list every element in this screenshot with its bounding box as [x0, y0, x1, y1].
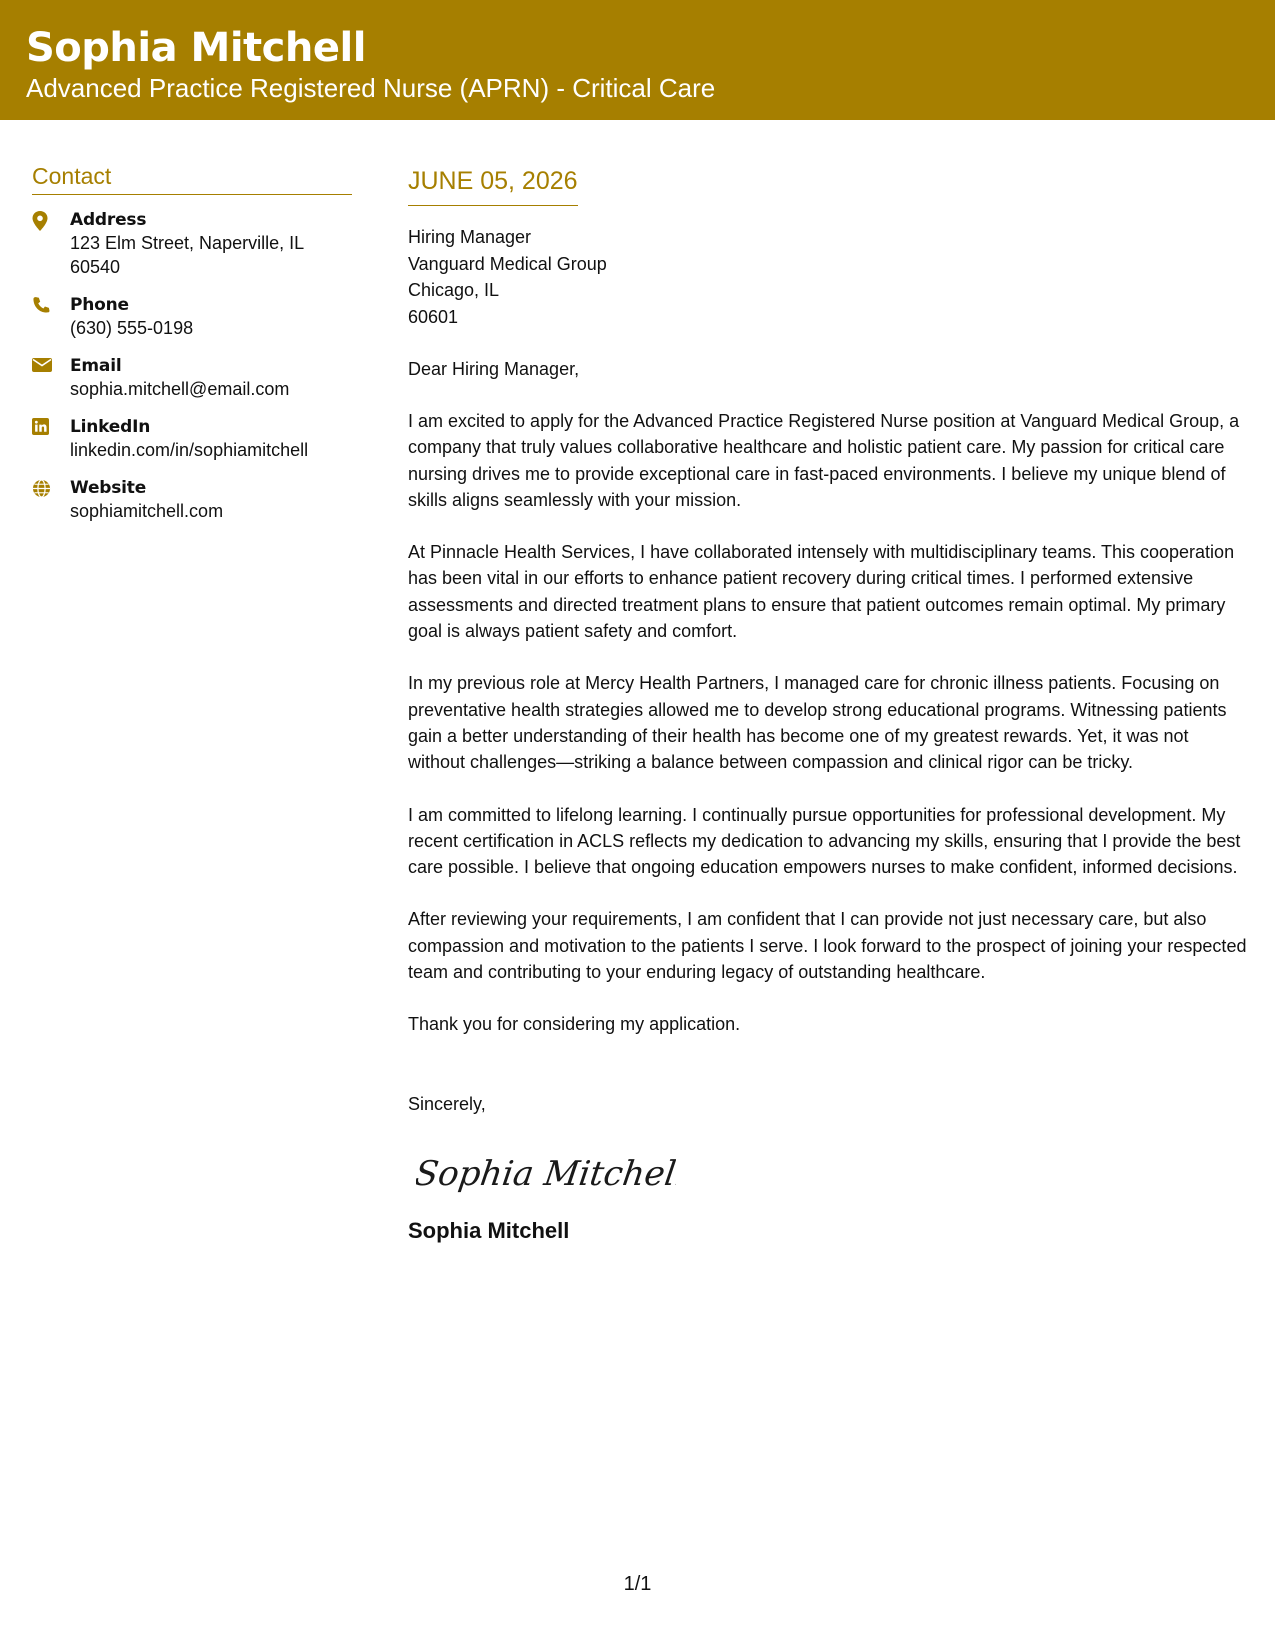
contact-value-linkedin[interactable]: linkedin.com/in/sophiamitchell [70, 440, 309, 460]
header-banner [0, 0, 1275, 120]
contact-list [32, 209, 352, 523]
letter-date: JUNE 05, 2026 [408, 165, 578, 206]
letter-paragraph: I am committed to lifelong learning. I continually pursue opportunities for professional development. My recent certification in ACLS reflects my dedication to advancing my skills, ensuring that I provide the best care possible. I believe that ongoing education empowers nurses to make confident, informed decisions. [408, 804, 1241, 878]
globe-icon [32, 477, 70, 498]
recipient-block [408, 224, 1248, 330]
applicant-name: Sophia Mitchell [26, 25, 366, 71]
recipient-line: Chicago, IL [408, 280, 500, 300]
contact-item-website [32, 477, 352, 523]
recipient-line: Vanguard Medical Group [408, 253, 607, 274]
letter-body [408, 165, 1248, 1245]
letter-paragraph: Thank you for considering my application. [408, 1014, 741, 1035]
contact-heading: Contact [32, 162, 352, 195]
contact-label: LinkedIn [70, 417, 151, 437]
contact-label: Phone [70, 295, 129, 315]
recipient-line: 60601 [408, 306, 459, 327]
contact-value-phone: (630) 555-0198 [70, 318, 194, 338]
envelope-icon [32, 355, 70, 373]
handwritten-signature [416, 1139, 1248, 1209]
letter-paragraph: In my previous role at Mercy Health Partners, I managed care for chronic illness patients. Focusing on preventative health strategies allowed me to develop strong educational programs. Witnessing patients gain a better understanding of their health has become one of my greatest rewards. Yet, it was not without challenges—striking a balance between compassion and clinical rigor can be tricky. [408, 673, 1227, 773]
contact-value-website[interactable]: sophiamitchell.com [70, 501, 224, 521]
contact-sidebar [32, 162, 352, 538]
contact-value-address: 123 Elm Street, Naperville, IL 60540 [70, 233, 304, 277]
page-number: 1/1 [623, 1573, 652, 1595]
contact-item-email [32, 355, 352, 401]
recipient-line: Hiring Manager [408, 227, 532, 247]
contact-item-phone [32, 294, 352, 340]
applicant-title: Advanced Practice Registered Nurse (APRN) - Critical Care [26, 73, 716, 103]
svg-text:Sophia Mitchell: Sophia Mitchell [416, 1153, 676, 1194]
contact-label: Email [70, 356, 122, 376]
map-pin-icon [32, 209, 70, 231]
letter-paragraph: At Pinnacle Health Services, I have collaborated intensely with multidisciplinary teams. This cooperation has been vital in our efforts to enhance patient recovery during critical times. I performed extensive assessments and directed treatment plans to ensure that patient outcomes remain optimal. My primary goal is always patient safety and comfort. [408, 542, 1235, 642]
contact-value-email[interactable]: sophia.mitchell@email.com [70, 379, 290, 399]
contact-label: Website [70, 478, 147, 498]
linkedin-icon [32, 416, 70, 435]
contact-label: Address [70, 210, 147, 230]
contact-item-address [32, 209, 352, 279]
letter-closing: Sincerely, [408, 1093, 486, 1114]
contact-item-linkedin [32, 416, 352, 462]
letter-paragraph: After reviewing your requirements, I am confident that I can provide not just necessary care, but also compassion and motivation to the patients I serve. I look forward to the prospect of joining your respected team and contributing to your enduring legacy of outstanding healthcare. [408, 909, 1247, 983]
signer-name: Sophia Mitchell [408, 1217, 570, 1243]
letter-paragraph: I am excited to apply for the Advanced Practice Registered Nurse position at Vanguard Medical Group, a company that truly values collaborative healthcare and holistic patient care. My passion for critical care nursing drives me to provide exceptional care in fast-paced environments. I believe my unique blend of skills aligns seamlessly with your mission. [408, 411, 1240, 510]
letter-greeting: Dear Hiring Manager, [408, 359, 580, 379]
phone-icon [32, 294, 70, 315]
